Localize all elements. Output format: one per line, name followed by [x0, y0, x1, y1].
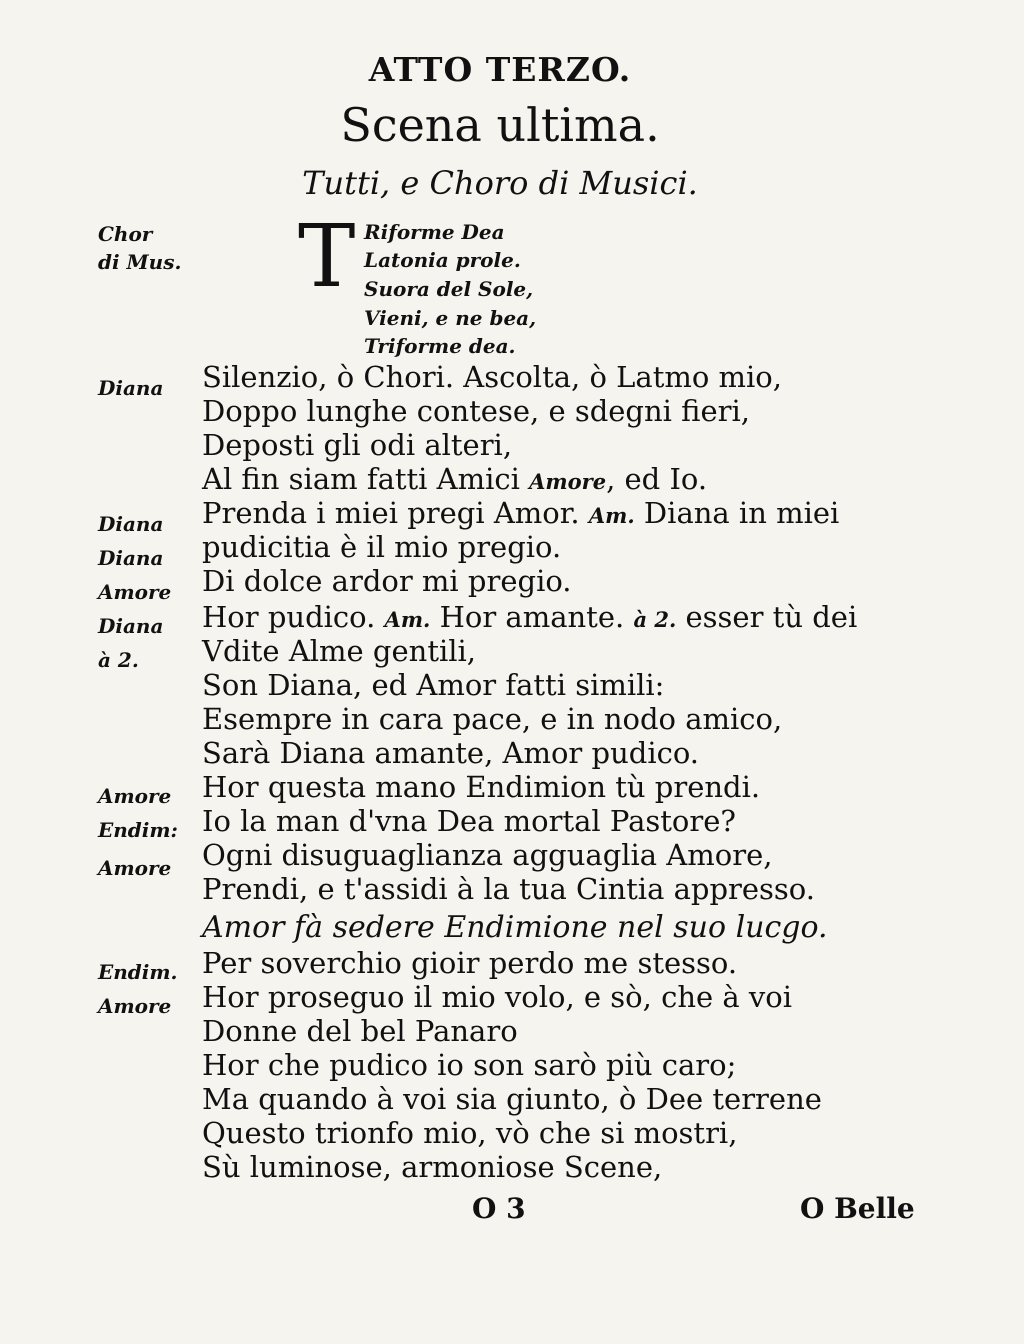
speaker-label: Amore — [98, 856, 172, 880]
verse-text: Hor pudico. — [202, 600, 385, 634]
verse-line: Hor proseguo il mio volo, e sò, che à voi — [202, 980, 792, 1014]
speaker-label: Diana — [98, 546, 164, 570]
verse-line: Io la man d'vna Dea mortal Pastore? — [202, 804, 736, 838]
verse-line: Donne del bel Panaro — [202, 1014, 518, 1048]
verse-line: Ogni disuguaglianza agguaglia Amore, — [202, 838, 773, 872]
verse-line: Questo trionfo mio, vò che si mostri, — [202, 1116, 738, 1150]
drop-cap: T — [298, 207, 356, 307]
verse-line: Son Diana, ed Amor fatti simili: — [202, 668, 665, 702]
verse-text: , ed Io. — [606, 462, 708, 496]
verse-line: Deposti gli odi alteri, — [202, 428, 513, 462]
speaker-label: Endim: — [98, 818, 178, 842]
verse-line — [202, 462, 707, 496]
verse-line: Vdite Alme gentili, — [202, 634, 477, 668]
verse-line: Silenzio, ò Chori. Ascolta, ò Latmo mio, — [202, 360, 782, 394]
speaker-label: Amore — [98, 580, 172, 604]
chorus-line: Vieni, e ne bea, — [364, 306, 537, 330]
verse-line: Hor che pudico io son sarò più caro; — [202, 1048, 737, 1082]
speaker-chorus-line2: di Mus. — [98, 250, 182, 274]
act-title: ATTO TERZO. — [368, 50, 632, 89]
chorus-line: Suora del Sole, — [364, 277, 534, 301]
speaker-label: Endim. — [98, 960, 178, 984]
verse-text: Hor amante. — [430, 600, 634, 634]
verse-line — [202, 600, 857, 634]
chorus-line: Triforme dea. — [364, 334, 516, 358]
speaker-label: à 2. — [98, 648, 139, 672]
verse-line: Di dolce ardor mi pregio. — [202, 564, 572, 598]
scene-title: Scena ultima. — [340, 98, 660, 152]
catchword: O Belle — [800, 1192, 915, 1225]
inline-speaker: Am. — [588, 503, 635, 528]
verse-text: Prenda i miei pregi Amor. — [202, 496, 589, 530]
chorus-line: Riforme Dea — [364, 220, 505, 244]
verse-line: Per soverchio gioir perdo me stesso. — [202, 946, 738, 980]
speaker-label: Diana — [98, 376, 164, 400]
chorus-line: Latonia prole. — [364, 248, 521, 272]
verse-text: Diana in miei — [634, 496, 840, 530]
speaker-label: Diana — [98, 512, 164, 536]
speaker-label: Amore — [98, 994, 172, 1018]
speaker-chorus: Chor — [98, 222, 153, 246]
verse-line: Ma quando à voi sia giunto, ò Dee terrene — [202, 1082, 822, 1116]
stage-direction: Amor fà sedere Endimione nel suo lucgo. — [202, 910, 828, 945]
verse-line: Esempre in cara pace, e in nodo amico, — [202, 702, 783, 736]
inline-speaker: Am. — [384, 607, 431, 632]
verse-line: Sù luminose, armoniose Scene, — [202, 1150, 663, 1184]
verse-line: Prendi, e t'assidi à la tua Cintia appresso. — [202, 872, 815, 906]
speaker-label: Diana — [98, 614, 164, 638]
verse-line: Hor questa mano Endimion tù prendi. — [202, 770, 761, 804]
verse-line: pudicitia è il mio pregio. — [202, 530, 562, 564]
verse-text: esser tù dei — [676, 600, 858, 634]
speaker-label: Amore — [98, 784, 172, 808]
verse-line: Doppo lunghe contese, e sdegni fieri, — [202, 394, 751, 428]
verse-line — [202, 496, 839, 530]
inline-speaker: à 2. — [633, 607, 677, 632]
cast-line: Tutti, e Choro di Musici. — [302, 164, 698, 202]
verse-line: Sarà Diana amante, Amor pudico. — [202, 736, 700, 770]
signature-mark: O 3 — [472, 1192, 526, 1225]
inline-speaker: Amore — [529, 469, 607, 494]
verse-text: Al fin siam fatti Amici — [202, 462, 530, 496]
